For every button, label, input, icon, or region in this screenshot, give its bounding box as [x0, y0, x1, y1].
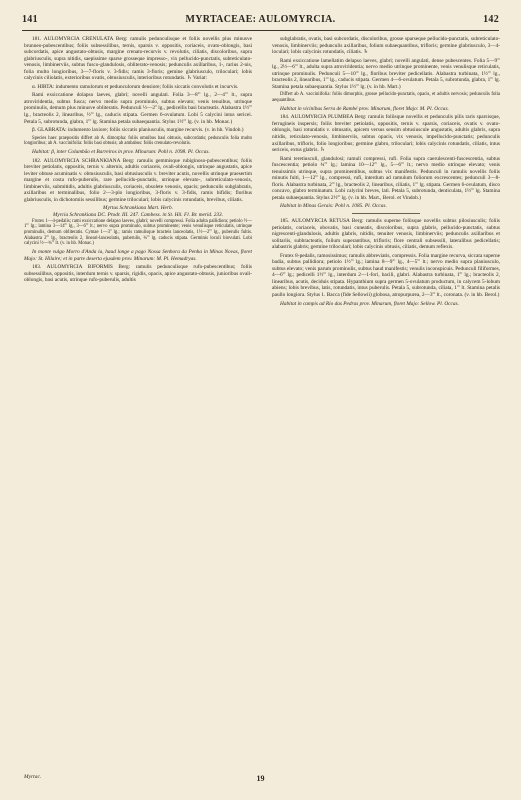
text-paragraph: 184. AULOMYRCIA PLUMBEA Berg: ramulis foliisque novellis et pedunculis pilis raris sparsisque, ferrugineis inspersis; foliis breviter petiolatis, oppositis, ternis v. sparsis, coriaceis, ovatis v. ovato-oblongis, basi rotundatis v. obtusatis, apicem versus sensim obtusiuscule angustatis, adultis glabris, supra nitidis, reticulato-venosis, limbinerviis, subtus opacis, vix venosis, impellucido-punctatis; pedunculis axillaribus, trifloris, folio longioribus; germine glabro, triloculari; lobis calycinis rotundatis, ciliatis, intus sericeis, extus glabris. ♄ [272, 114, 500, 154]
page-number-right: 142 [483, 14, 499, 25]
page-number-left: 141 [22, 14, 38, 25]
synonym-line: Myrtus Schrankiana Mart. Herb. [103, 205, 173, 212]
text-paragraph: 185. AULOMYRCIA RETUSA Berg: ramulis superne foliisque novellis subtus pilosiusculis; foliis petiolatis, coriaceis, obovatis, basi cuneatis, discoloribus, supra glabris, pellucido-punctatis, subtus nigrescenti-glandulosis, adultis glabris, nitidis, tenuiter venosis, limbinerviis; pedunculis axillaribus et solitariis, subbracteatis, folium superantibus, trifloris; flore centrali subsessili, lateralibus pedicellatis; alabastris glabris; germine triloculari; lobis calycinis obtusis, ciliatis, demum reflexis. [272, 217, 500, 251]
small-print-note: Differt ab A. vacciniifolia: foliis dimorphis, grosse pellucido-punctatis, opacis, et adultis nervosis; pedunculis folia aequantibus. [272, 92, 500, 104]
text-paragraph: Rami teretiusculi, glandulosi; ramuli compressi, rufi. Folia supra caerulescenti-fuscescentia, subtus fuscescentia; petiolo ¾''' lg.; lamina 10—12''' lg., 5—6''' lt.; nervo medio utrinque elevato; venis tenuissimis utrinque, supra prominentibus, subtus vix manifestis. Pedunculi in ramulis novellis foliis minutis fulti, 1—12''' lg., compressi, rufi, interdum ad ramulum foliorum excrescentes; pedunculi 3—8-floris. Alabastra turbinata, 2''' lg., bracteolis 2, linearibus, ciliatis, 1''' lg. stipata. Germen 6-ovulatum, disco concavo, glabro terminatum. Lobi calycini breves, lati. Petala 5, subrotunda, denticulata, 1½''' lg. Stamina petala subaequantia. Stylus 2½''' lg. (v. in hb. Mart., Berol. et Vindob.) [272, 155, 500, 201]
text-paragraph: Frutex 8-pedalis, ramosissimus; ramulis abbreviatis, compressis. Folia margine recurva, siccata superne badia, subtus pallidiora; petiolo 1½''' lg.; lamina 8—9''' lg., 4—5''' lt.; nervo medio supra planiusculo, subtus elevato; venis parum prominulis, subtus haud manifestis; venulis inconspicuis. Pedunculi filiformes, 4—6''' lg.; pedicelli 1½''' lg., interdum 2—1-fori, bacili, glabri. Alabastra turbinata, 1''' lg.; bracteolis 2, linearibus, acutis, deciduis stipata. Hypanthium supra germen 5-ovulatum productum, in calycem 5-lobum abiens; lobis brevibus, latis, rotundatis, intus puberulis. Petala 5, subrotunda, ciliata, 1''' lt. Stamina petalis paullo longiora. Stylus 1. Bacca (fide Sellowii) globosa, atropurpurea, 2—3''' lt., coronata. (v. in hb. Berol.) [272, 252, 500, 298]
column-gutter [260, 36, 261, 766]
habitat-note: Habitat in Minas Gerais: Pohl n. 1085. Pl. Occas. [280, 203, 387, 210]
habitat-note: Habitat: β, inter Columbão et Barreiros in prov. Minarum: Pohl n. 1098. Pl. Occas. [32, 149, 210, 156]
small-print-note: Frutex 1—4-pedalis; rami exsiccatione delapso laeves, glabri; novelli compressi. Folia adulta pallidiora; petiolo ½—1''' lg.; lamina 3—14''' lg., 3—6''' lt.; nervo supra prominulo, subtus prominente; venis venulisque reticulatis, utrinque prominulis, demum obliteratis. Cymae 1—3'' lg.; ramis ramulisque bracteis lanceolatis, 1½—2''' lg., puberulis fultis. Alabastra 2''' lg., bracteolis 2, lineari-lanceolatis, puberulis, ¾''' lg. caducis stipata. Germinis loculi biovulati. Lobi calycini ½—¾''' lt. (v. in hb. Monac.) [24, 218, 252, 247]
text-paragraph: 181. AULOMYRCIA CRENULATA Berg: ramulis pedunculisque et foliis novellis plus minusve brunneo-pubescentibus; foliis subsessilibus, ternis, sparsis v. oppositis, coriaceis, ovato-oblongis, basi subcordatis, apice angustato-obtusis, margine crenato-recurvis v. revolutis, ciliatis, discoloribus, supra glabriusculis, supra nitidis, saepissime sparse grosseque impresso-, vix pellucido-punctatis, subreticulato-venosis, limbinerviis, subtus fusco-glandulosis, obliterato-venosis; pedunculis axillaribus, 1-, rarius 2-nis, folia multo longioribus, 3—7-floris v. 3-fidis; ramis 3-floris; gemine glabriusculo, triloculari; lobis calycinis ciliolatis, exterioribus ovatis, obtusiusculis, interioribus rotundatis. ♄ Variat: [24, 36, 252, 82]
running-header [22, 14, 499, 28]
habitat-note: Habitat in campis ad Rio das Pedras prov. Minarum, floret Majo: Sellow. Pl. Occas. [280, 300, 459, 307]
running-title: MYRTACEAE: AULOMYRCIA. [185, 14, 336, 25]
signature-mark: 19 [256, 774, 265, 783]
text-paragraph: Rami exsiccatione lamellatim delapso laeves, glabri; novelli angulati, dense pubescentes. Folia 5—9''' lg., 2½—6''' lt., adulta supra atroviridentia; nervo medio utrinque prominente, venis venulisque reticulatis, utrinque prominulis. Pedunculi 5—10''' lg., floribus breviter pedicellatis. Alabastra turbinata, 1½''' lg., bracteolis 2, linearibus, 1''' lg., caducis stipata. Germen 4—6-ovulatum. Petala 5, subrotunda, glabra, 1''' lg. Stamina petala subaequantia. Stylus 1½''' lg. (v. in hb. Mart.) [272, 57, 500, 90]
text-paragraph: Rami exsiccatione dolapso laeves, glabri; novelli angulati. Folia 3—8''' lg., 2—4''' lt., supra atroviridentia, subtus fusca; nervo medio supra prominulo, subtus elevato; venis tenuibus, utrinque prominulis, demum plus minusve obliteratis. Pedunculi ½—2'' lg., pedicellis basi bracteatis. Alabastra 1½''' lg., bracteolis 2, linearibus, ½''' lg., caducis stipata. Germen 6-ovulatum. Lobi 5 calycini intus sericei. Petala 5, subrotunda, glabra, 1''' lg. Stamina petala subaequantia. Stylus 1½''' lg. (v. in hb. Monac.) [24, 92, 252, 125]
text-paragraph: α. HIRTA: indumento ramulorum et pedunculorum densiore; foliis siccatis convolutis et incurvis. [32, 83, 239, 90]
text-paragraph: β. GLABRATA: indumento laxiore; foliis siccatis planiusculis, margine recurvis. (v. in hb. Vindob.) [32, 127, 244, 134]
small-print-note: Species haec praepositis differt ab A. dimorpha: foliis omnibus basi obtusis, subcordatis; pedunculis folia multo longioribus; ab A. vaccinifolia: foliis basi obtusis; ab ambabus: foliis crenulato-revolutis. [24, 135, 252, 147]
text-paragraph: subglabratis, ovatis, basi subcordatis, discoloribus, grosse sparseque pellucido-punctatis, subreticulato-venosis, limbinerviis; pedunculis axillaribus, folium subaequantibus, trifloris; germine glabriusculo, 3—4-loculari; lobis calycinis rotundatis, ciliatis. ♄ [272, 36, 500, 56]
text-paragraph: 182. AULOMYRCIA SCHRANKIANA Berg: ramulis gemmisque rubiginoso-pubescentibus; foliis breviter petiolatis, oppositis, ternis v. alternis, adultis coriaceis, ovali-oblongis, utrinque angustatis, apice leviter obtuse acuminatis v. obtusiusculis, basi obtusiusculis v. breviter acutis, novellis utrinque praesertim margine et costa rufo-puberulis, rare pellucido-punctatis, utrinque elevato-, subreticulato-venosis, limbinerviis, submitidis, adultis glabriusculis, coriaceis, obsolete venosis, opacis; pedunculis subglabratis, axillaribus et terminalibus, folio 2—3-plo longioribus, 3-floris v. 3-fidis, ramis bifidis; floribus glabriusculis, in dichotomiis sessilibus; germine triloculari; lobis calycinis rotundatis, brevibus, ciliatis. [24, 157, 252, 203]
habitat-note: Habitat in vicinibus Serra de Rambé prov. Minarum, floret Majo: M. Pl. Occas. [280, 105, 449, 112]
text-paragraph: 183. AULOMYRCIA BIFORMIS Berg: ramulis pedunculisque rufo-pubescentibus; foliis subsessilibus, oppositis, interdum ternis v. sparsis, rigidis, opacis, apice angustato-obtusis, junioribus ovali-oblongis, basi acutis, utrinque rufo-puberulis, adultis [24, 264, 252, 284]
footer-catchword: Myrtac. [24, 774, 42, 780]
synonym-line: Myrcia Schrankiana DC. Prodr. III. 247. Cambess. in St. Hil. Fl. Br. merid. 233. [53, 211, 223, 218]
left-column [24, 36, 252, 766]
header-rule [22, 30, 499, 31]
section-divider [352, 213, 420, 214]
habitat-note: In monte vulgo Morro d'Anda ia, haud longe a pago Nossa Senhora da Penha in Minas Novas, floret Majo: St. Hilaire; et in parte deserta ejusdem prov. Minarum: M. Pl. Hemadryas. [24, 249, 252, 262]
right-column [272, 36, 500, 766]
